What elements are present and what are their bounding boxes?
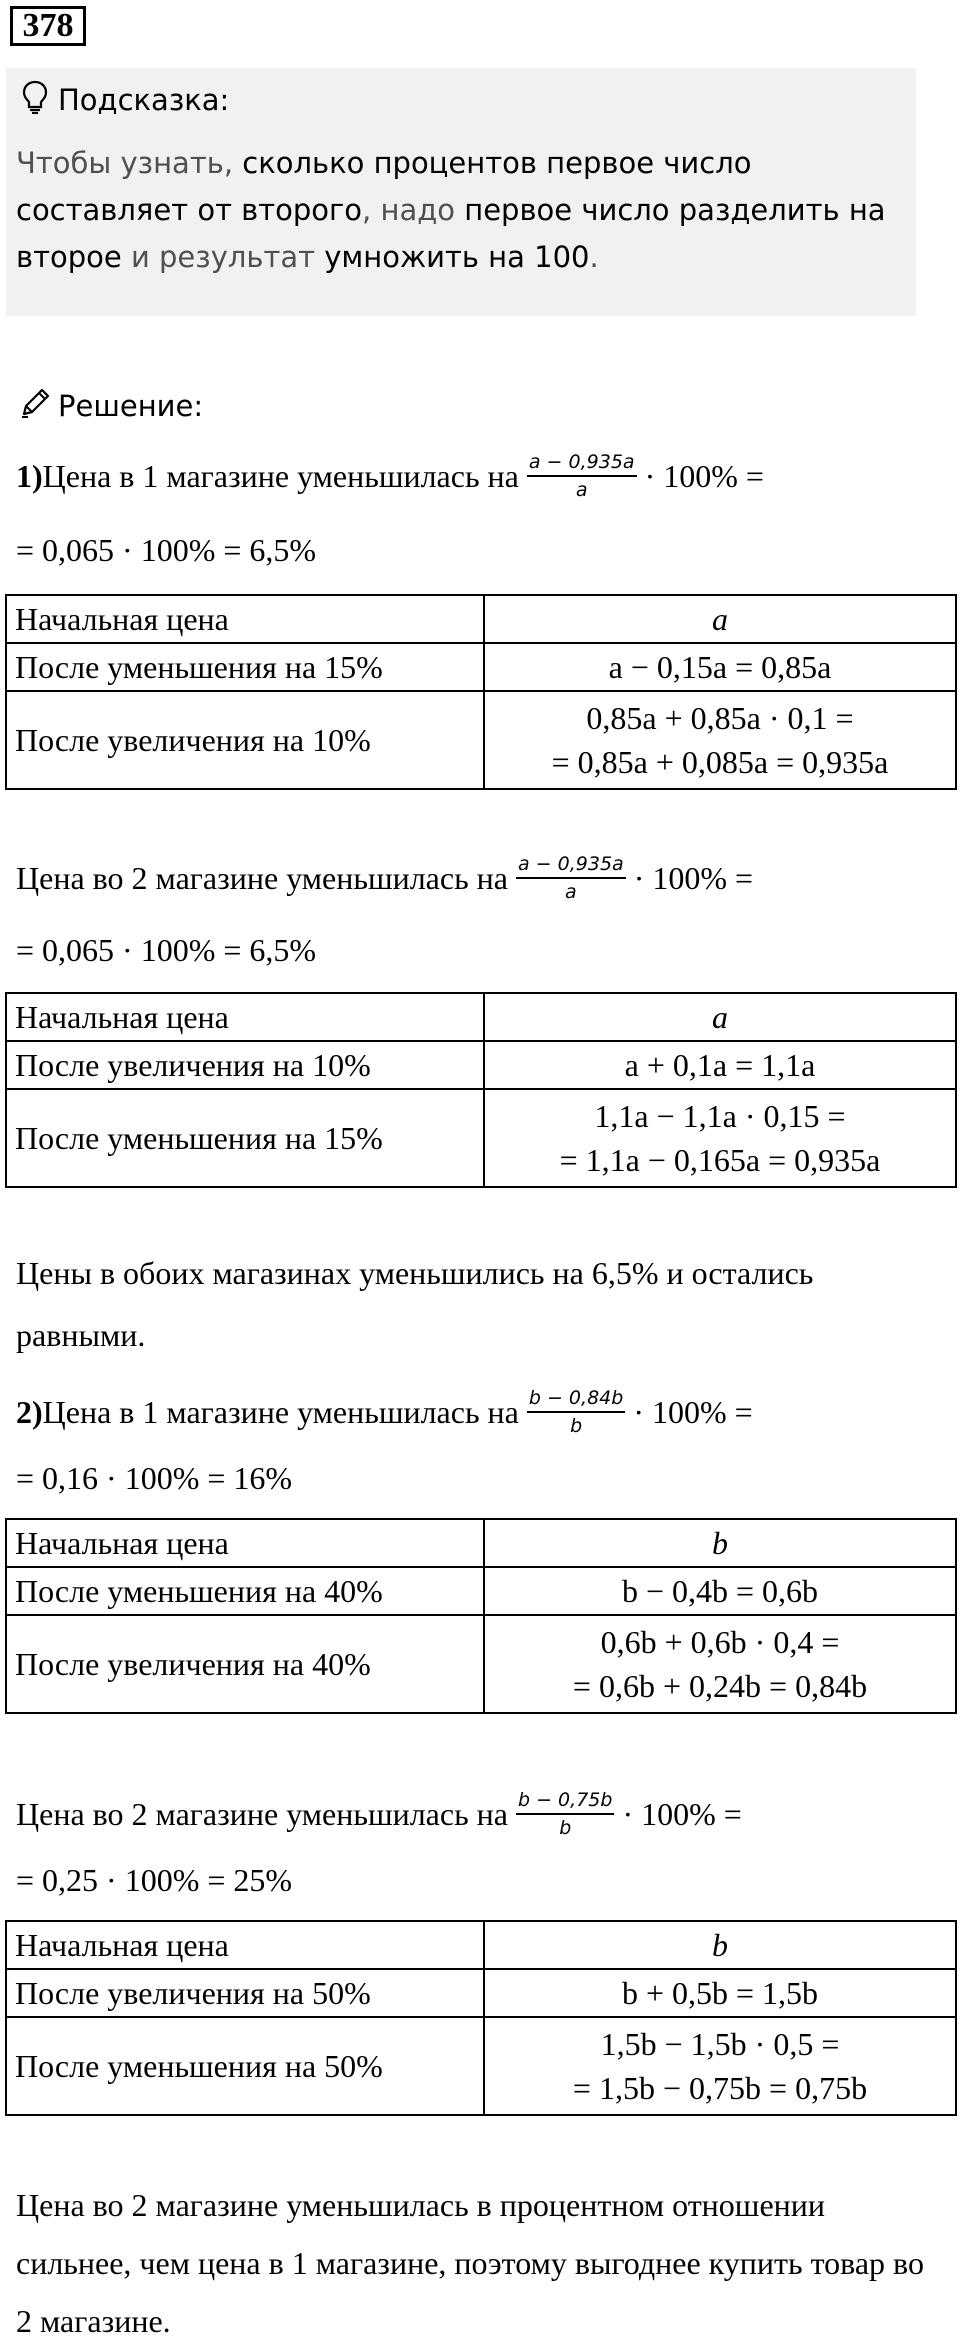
part2-line4: = 0,25 · 100% = 25% [16, 1862, 293, 1898]
part2-line1: 2) Цена в 1 магазине уменьшилась на $\frac{b - 0,84b}{b}$ · 100% = [16, 1387, 753, 1437]
fraction: $\frac{a - 0,935a}{a}$ [528, 451, 635, 501]
solution-header [18, 386, 203, 425]
part1-conclusion: Цены в обоих магазинах уменьшились на 6,5% и остались равными. [16, 1255, 814, 1353]
part1-table1: Начальная цена a После уменьшения на 15% a − 0,15a = 0,85a После увеличения на 10% 0,85a + 0,85a · 0,1 = = 0,85a + 0,085a = 0,935a [5, 594, 957, 790]
part1-line3: Цена во 2 магазине уменьшилась на $\frac{a - 0,935a}{a}$ · 100% = [16, 853, 754, 903]
solution-title: Решение: [58, 388, 204, 423]
part2-line3: Цена во 2 магазине уменьшилась на $\frac{b - 0,75b}{b}$ · 100% = [16, 1789, 742, 1839]
fraction: $\frac{a - 0,935a}{a}$ [518, 853, 624, 903]
part2-table2: Начальная цена b После увеличения на 50% b + 0,5b = 1,5b После уменьшения на 50% 1,5b − 1,5b · 0,5 = = 1,5b − 0,75b = 0,75b [5, 1920, 957, 2116]
part2-table1: Начальная цена b После уменьшения на 40% b − 0,4b = 0,6b После увеличения на 40% 0,6b + 0,6b · 0,4 = = 0,6b + 0,24b = 0,84b [5, 1518, 957, 1714]
hint-header [22, 80, 229, 119]
hint-title: Подсказка: [58, 82, 230, 117]
part2-line2: = 0,16 · 100% = 16% [16, 1460, 293, 1496]
part1-line2: = 0,065 · 100% = 6,5% [16, 532, 317, 568]
pencil-icon [18, 386, 52, 425]
hint-text: Чтобы узнать, сколько процентов первое число составляет от второго, надо первое число разделить на второе и результат умножить на 100. [16, 146, 886, 274]
fraction: $\frac{b - 0,84b}{b}$ [528, 1387, 624, 1437]
hint-box [6, 68, 916, 316]
part1-line4: = 0,065 · 100% = 6,5% [16, 932, 317, 968]
fraction: $\frac{b - 0,75b}{b}$ [518, 1789, 613, 1839]
part1-line1: 1) Цена в 1 магазине уменьшилась на $\frac{a - 0,935a}{a}$ · 100% = [16, 451, 764, 501]
task-number: 378 [10, 6, 86, 46]
part1-table2: Начальная цена a После увеличения на 10% a + 0,1a = 1,1a После уменьшения на 15% 1,1a − 1,1a · 0,15 = = 1,1a − 0,165a = 0,935a [5, 992, 957, 1188]
lightbulb-icon [22, 80, 48, 119]
part2-conclusion: Цена во 2 магазине уменьшилась в процентном отношении сильнее, чем цена в 1 магазине, поэтому выгоднее купить товар во 2 магазине. [16, 2187, 924, 2339]
